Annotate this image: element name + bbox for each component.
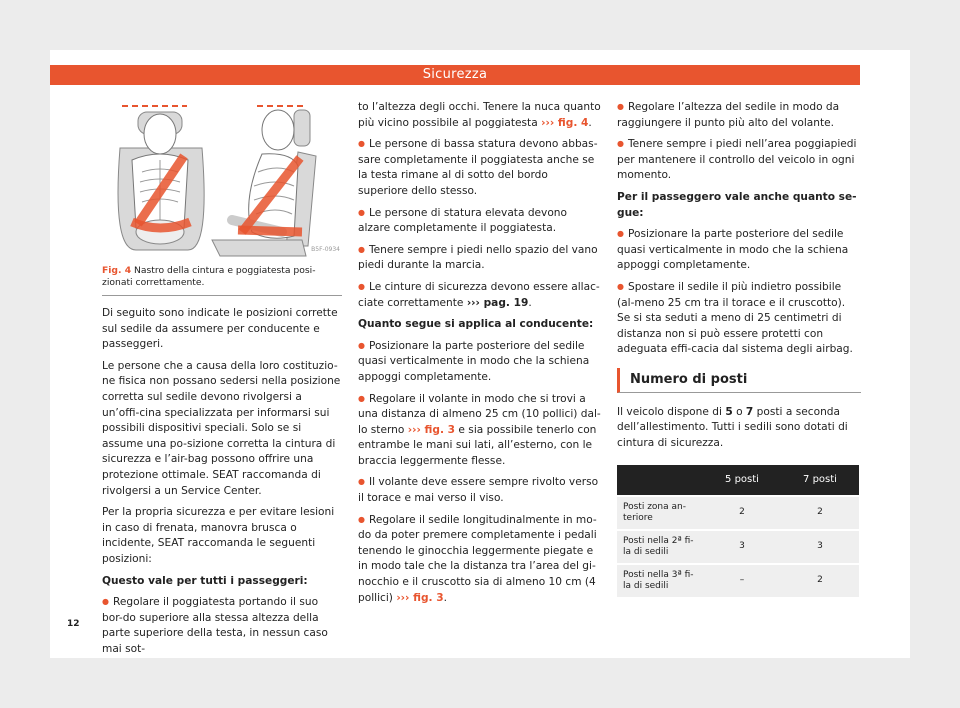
paragraph: Di seguito sono indicate le posizioni corrette sul sedile da assumere per conducente e passeggeri. <box>102 307 338 351</box>
section-header: Sicurezza <box>50 65 860 85</box>
bullet-item: ● Regolare il volante in modo che si trovi a una distanza di almeno 25 cm (10 pollici) dal-lo sterno ››› fig. 3 e sia possibile tenerlo con entrambe le mani sui lati, all’esterno, con le braccia leggermente flesse. <box>358 392 601 470</box>
bullet-item: ● Posizionare la parte posteriore del sedile quasi verticalmente in modo che la schiena appoggi completamente. <box>358 339 601 386</box>
subheading: Per il passeggero vale anche quanto se-gue: <box>617 190 857 219</box>
bullet-continuation: to l’altezza degli occhi. Tenere la nuca quanto più vicino possibile al poggiatesta ››› fig. 4. <box>358 101 601 129</box>
paragraph: Il veicolo dispone di 5 o 7 posti a seconda dell’allestimento. Tutti i sedili sono dotati di cintura di sicurezza. <box>617 405 848 449</box>
bullet-item: ● Tenere sempre i piedi nello spazio del vano piedi durante la marcia. <box>358 243 601 274</box>
bullet-item: ● Spostare il sedile il più indietro possibile (al-meno 25 cm tra il torace e il cruscotto). Se si sta seduti a meno di 25 centimetri di distanza non si può essere protetti con adeguata effi-cacia dal sistema degli airbag. <box>617 280 861 358</box>
figure-caption <box>102 260 342 296</box>
seat-illustration <box>102 100 342 260</box>
table-cell: – <box>703 564 781 597</box>
table-header-row <box>617 465 859 496</box>
table-row <box>617 564 859 597</box>
bullet-item: ● Regolare il sedile longitudinalmente in mo-do da poter premere completamente i pedali tenendo le ginocchia leggermente piegate e in modo tale che la distanza tra l’area del gi-nocchio e il cruscotto sia di almeno 10 cm (4 pollici) ››› fig. 3. <box>358 513 601 607</box>
figure-code: B5F-0934 <box>311 246 340 254</box>
table-row <box>617 496 859 530</box>
column-1 <box>102 100 342 663</box>
bullet-item: ● Tenere sempre i piedi nell’area poggiapiedi per mantenere il controllo del veicolo in ogni momento. <box>617 137 861 184</box>
table-cell: Posti nella 2ª fi-la di sedili <box>617 530 703 564</box>
subheading: Quanto segue si applica al conducente: <box>358 318 594 331</box>
page-link[interactable]: ››› pag. 19 <box>466 296 529 309</box>
figure-link[interactable]: ››› fig. 4 <box>541 116 589 129</box>
table-header: 5 posti <box>703 465 781 496</box>
page-number: 12 <box>67 619 80 629</box>
bullet-item: ● Regolare l’altezza del sedile in modo da raggiungere il punto più alto del volante. <box>617 100 861 131</box>
table-cell: 2 <box>781 496 859 530</box>
bullet-item: ● Regolare il poggiatesta portando il suo bor-do superiore alla stessa altezza della parte superiore della testa, in nessun caso mai sot- <box>102 595 342 657</box>
figure-link[interactable]: ››› fig. 3 <box>396 591 444 604</box>
table-cell: 2 <box>781 564 859 597</box>
figure-caption-text: Nastro della cintura e poggiatesta posi-zionati correttamente. <box>102 265 316 288</box>
table-header: 7 posti <box>781 465 859 496</box>
seatbelt-headrest-illustration <box>102 100 342 260</box>
paragraph: Le persone che a causa della loro costituzio-ne fisica non possano sedersi nella posizione corretta sul sedile devono rivolgersi a un’offi-cina specializzata per informarsi sui possibili dispositivi speciali. Solo se si assume una po-sizione corretta la cintura di sicurezza e l’air-bag possono offrire una protezione ottimale. SEAT raccomanda di rivolgersi a un Service Center. <box>102 359 341 497</box>
table-cell: 3 <box>781 530 859 564</box>
column-2 <box>358 100 601 612</box>
bullet-item: ● Posizionare la parte posteriore del sedile quasi verticalmente in modo che la schiena appoggi completamente. <box>617 227 861 274</box>
table-cell: 3 <box>703 530 781 564</box>
paragraph: Per la propria sicurezza e per evitare lesioni in caso di frenata, manovra brusca o incidente, SEAT raccomanda le seguenti posizioni: <box>102 506 335 565</box>
table-header <box>617 465 703 496</box>
table-row <box>617 530 859 564</box>
seats-table <box>617 465 859 597</box>
figure-label: Fig. 4 <box>102 265 132 276</box>
bullet-item: ● Le persone di statura elevata devono alzare completamente il poggiatesta. <box>358 206 601 237</box>
subheading: Questo vale per tutti i passeggeri: <box>102 574 308 587</box>
bullet-item: ● Le persone di bassa statura devono abbas-sare completamente il poggiatesta anche se la testa rimane al di sotto del bordo superiore dello stesso. <box>358 137 601 199</box>
column-3 <box>617 100 861 597</box>
bullet-item: ● Le cinture di sicurezza devono essere allac-ciate correttamente ››› pag. 19. <box>358 280 601 311</box>
figure-link[interactable]: ››› fig. 3 <box>407 423 456 436</box>
table-cell: Posti zona an-teriore <box>617 496 703 530</box>
table-cell: Posti nella 3ª fi-la di sedili <box>617 564 703 597</box>
bullet-item: ● Il volante deve essere sempre rivolto verso il torace e mai verso il viso. <box>358 475 601 506</box>
table-cell: 2 <box>703 496 781 530</box>
section-title: Numero di posti <box>617 368 861 393</box>
